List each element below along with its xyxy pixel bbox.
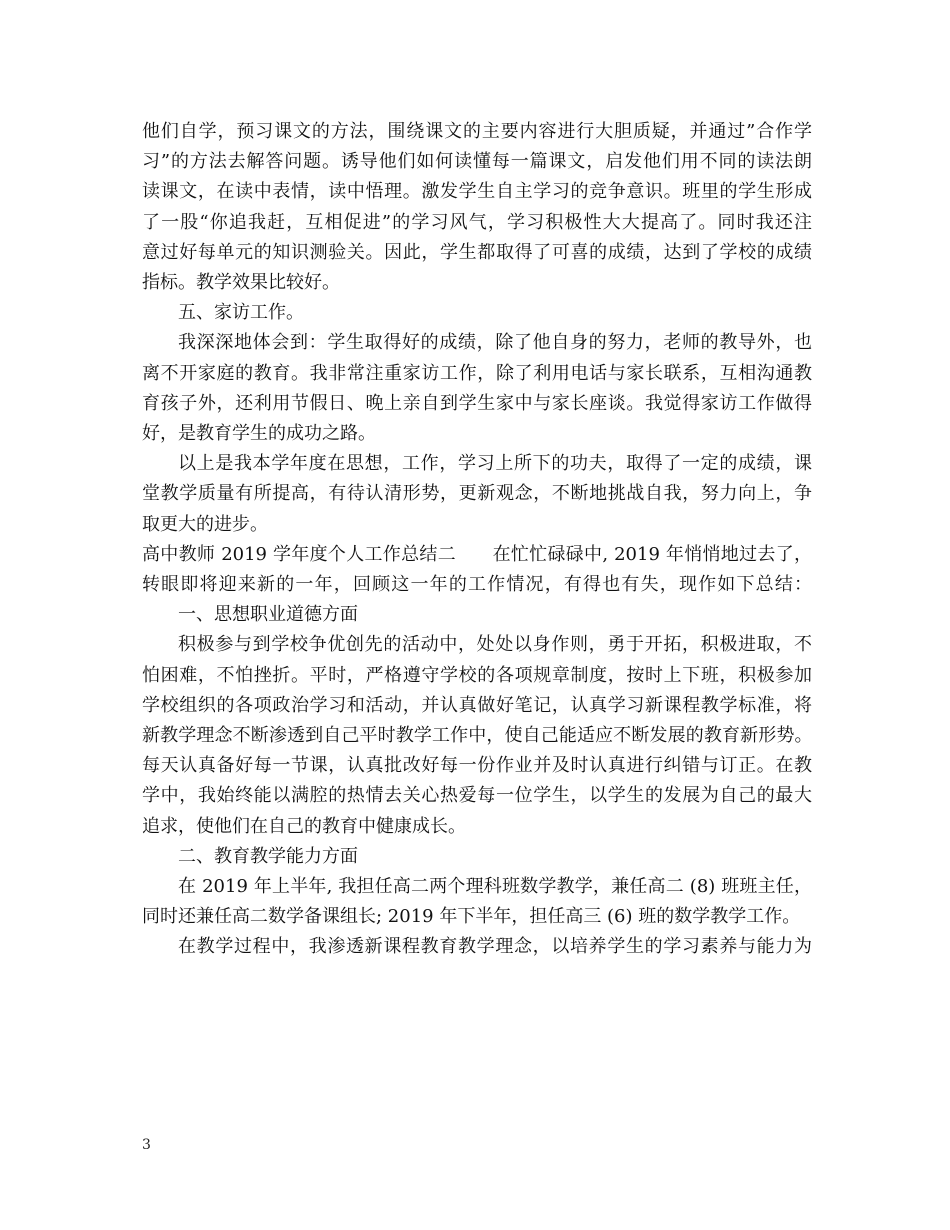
text-line: 育孩子外，还利用节假日、晚上亲自到学生家中与家长座谈。我觉得家访工作做得 [142, 392, 812, 414]
text-line: 新教学理念不断渗透到自己平时教学工作中，使自己能适应不断发展的教育新形势。 [142, 725, 812, 747]
text-line: 同时还兼任高二数学备课组长; 2019 年下半年，担任高三 (6) 班的数学教学工作。 [142, 906, 801, 928]
text-line: 怕困难，不怕挫折。平时，严格遵守学校的各项规章制度，按时上下班，积极参加 [142, 664, 812, 686]
text-line: 他们自学，预习课文的方法，围绕课文的主要内容进行大胆质疑，并通过”合作学 [142, 121, 812, 142]
text-line: 学校组织的各项政治学习和活动，并认真做好笔记，认真学习新课程教学标准，将 [142, 694, 812, 716]
text-line: 取更大的进步。 [142, 513, 268, 535]
text-line: 以上是我本学年度在思想，工作，学习上所下的功夫，取得了一定的成绩，课 [178, 453, 812, 475]
text-line: 了一股“你追我赶，互相促进”的学习风气，学习积极性大大提高了。同时我还注 [142, 211, 812, 233]
text-line: 习”的方法去解答问题。诱导他们如何读懂每一篇课文，启发他们用不同的读法朗 [142, 151, 812, 173]
text-line: 离不开家庭的教育。我非常注重家访工作，除了利用电话与家长联系，互相沟通教 [142, 362, 812, 384]
text-line: 追求，使他们在自己的教育中健康成长。 [142, 815, 466, 837]
text-line: 学中，我始终能以满腔的热情去关心热爱每一位学生，以学生的发展为自己的最大 [142, 785, 812, 807]
text-line: 在 2019 年上半年, 我担任高二两个理科班数学教学，兼任高二 (8) 班班主任， [178, 876, 812, 898]
text-line: 我深深地体会到：学生取得好的成绩，除了他自身的努力，老师的教导外，也 [178, 332, 812, 354]
text-line: 堂教学质量有所提高，有待认清形势，更新观念，不断地挑战自我，努力向上，争 [142, 483, 812, 505]
text-line: 好，是教育学生的成功之路。 [142, 423, 376, 445]
document-body [142, 117, 812, 963]
text-line: 转眼即将迎来新的一年，回顾这一年的工作情况，有得也有失，现作如下总结： [142, 574, 812, 596]
text-line: 每天认真备好每一节课，认真批改好每一份作业并及时认真进行纠错与订正。在教 [142, 755, 812, 777]
text-line: 高中教师 2019 学年度个人工作总结二 在忙忙碌碌中, 2019 年悄悄地过去了， [142, 543, 812, 565]
page-number: 3 [142, 1137, 151, 1153]
text-line: 意过好每单元的知识测验关。因此，学生都取得了可喜的成绩，达到了学校的成绩 [142, 241, 812, 263]
text-line: 二、教育教学能力方面 [178, 845, 358, 867]
text-line: 一、思想职业道德方面 [178, 604, 358, 626]
text-line: 指标。教学效果比较好。 [142, 272, 340, 294]
text-line: 五、家访工作。 [178, 302, 304, 324]
text-line: 积极参与到学校争优创先的活动中，处处以身作则，勇于开拓，积极进取，不 [178, 634, 812, 656]
text-line: 读课文，在读中表情，读中悟理。激发学生自主学习的竞争意识。班里的学生形成 [142, 181, 812, 203]
text-line: 在教学过程中，我渗透新课程教育教学理念，以培养学生的学习素养与能力为 [178, 936, 812, 958]
